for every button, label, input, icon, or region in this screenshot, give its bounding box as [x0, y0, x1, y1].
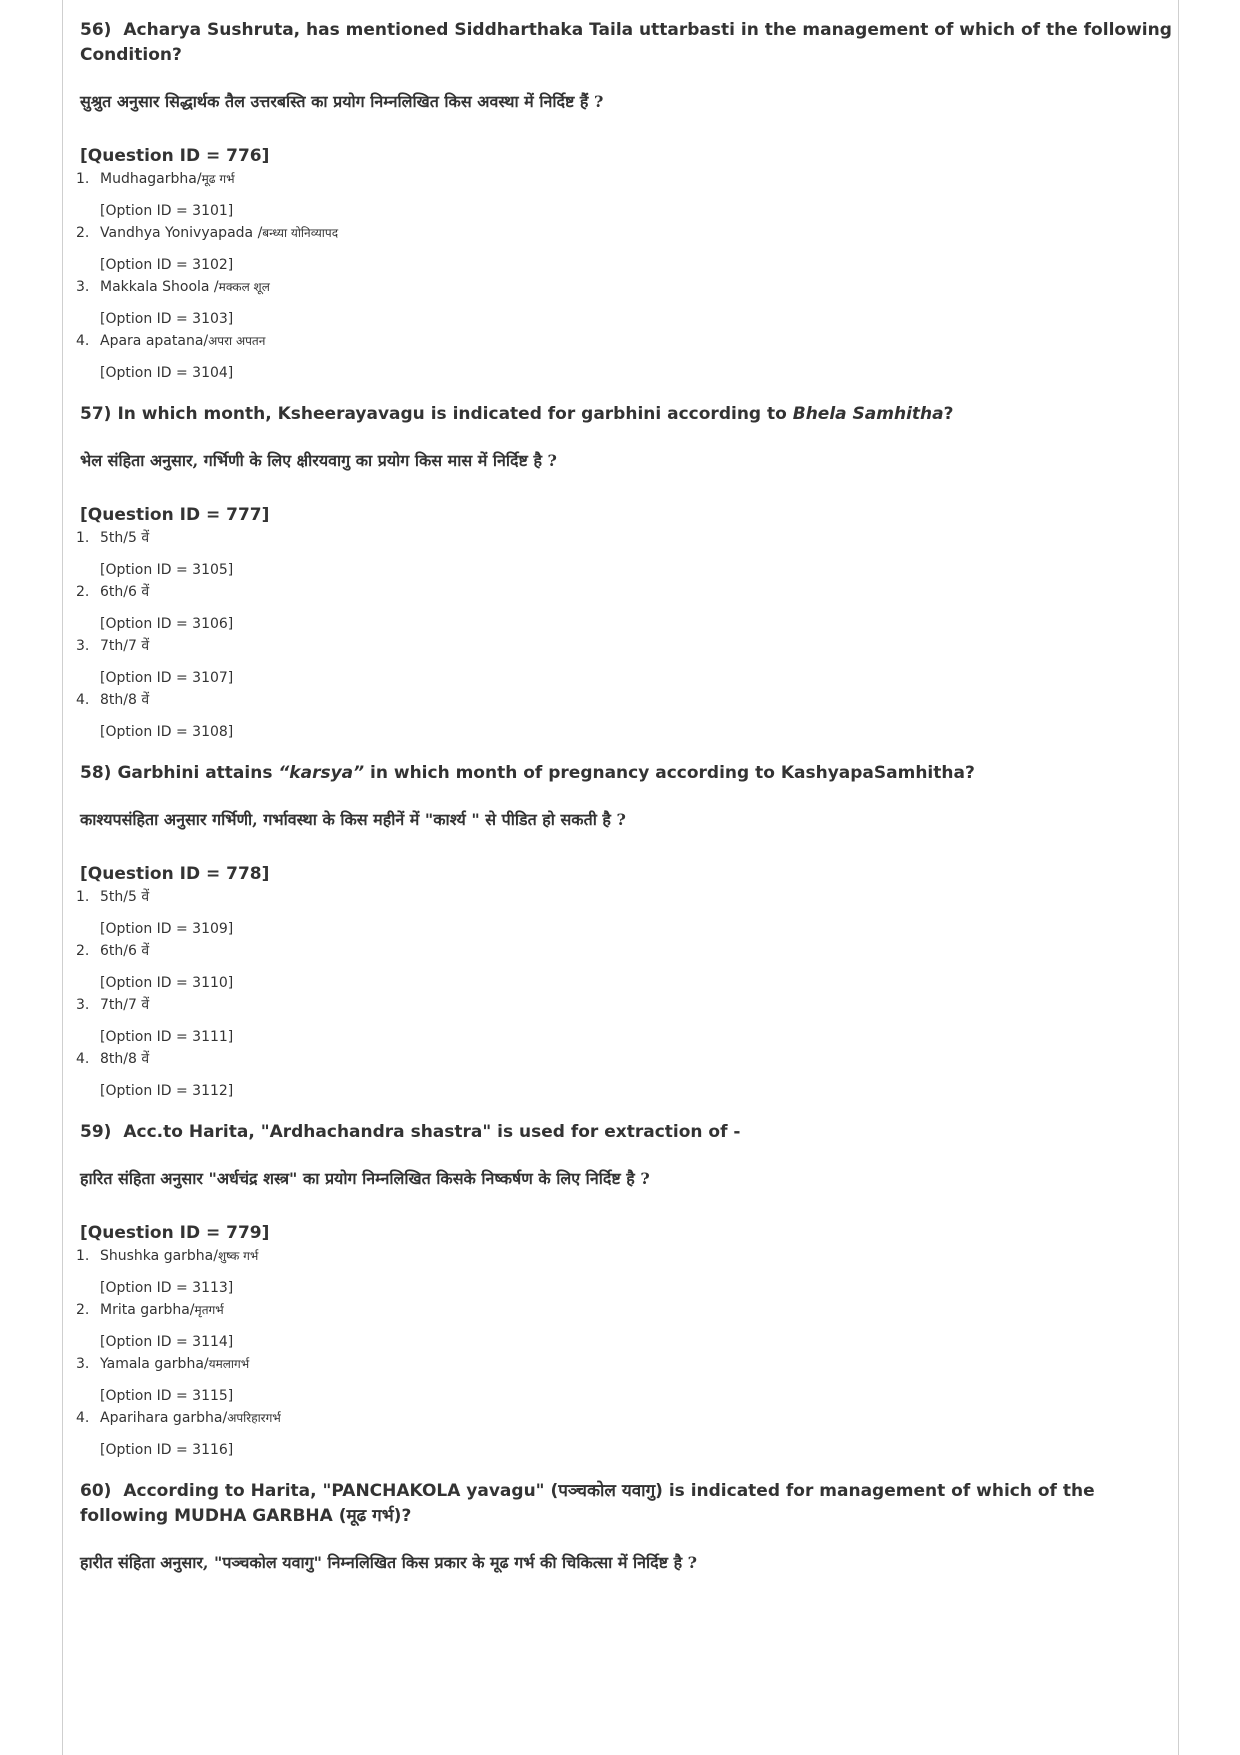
option-hindi: यमलागर्भ — [208, 1357, 250, 1371]
question-english: According to Harita, "PANCHAKOLA yavagu" (पञ्चकोल यवागु) is indicated for management of which of the following MUDHA GARBHA (मूढ गर्भ)? — [80, 1481, 1095, 1526]
option-number: 3. — [76, 279, 90, 295]
option-id: [Option ID = 3113] — [100, 1280, 234, 1296]
option-number: 4. — [76, 692, 90, 708]
option-item — [76, 527, 1178, 581]
question-number: 58) — [80, 763, 112, 783]
option-number: 4. — [76, 1410, 90, 1426]
question-id: [Question ID = 777] — [80, 505, 270, 525]
option-item — [76, 1245, 1178, 1299]
question-id: [Question ID = 776] — [80, 146, 270, 166]
option-text: 7th/7 वें — [100, 997, 150, 1013]
option-english: Mrita garbha/ — [100, 1302, 195, 1318]
question-hindi: भेल संहिता अनुसार, गर्भिणी के लिए क्षीरयवागु का प्रयोग किस मास में निर्दिष्ट है ? — [80, 451, 557, 470]
question-60 — [62, 1479, 1178, 1575]
option-english: Mudhagarbha/ — [100, 171, 202, 187]
option-text: 5th/5 वें — [100, 889, 150, 905]
options-list — [62, 168, 1178, 384]
question-number: 59) — [80, 1122, 112, 1142]
question-english-end: in which month of pregnancy according to KashyapaSamhitha? — [364, 763, 975, 783]
option-item — [76, 330, 1178, 384]
question-english-italic: “karsya” — [278, 763, 365, 783]
option-number: 4. — [76, 333, 90, 349]
option-item — [76, 1407, 1178, 1461]
question-number: 56) — [80, 20, 112, 40]
option-id: [Option ID = 3107] — [100, 670, 234, 686]
option-id: [Option ID = 3109] — [100, 921, 234, 937]
option-id: [Option ID = 3104] — [100, 365, 234, 381]
page-right-border — [1178, 0, 1179, 1755]
options-list — [62, 1245, 1178, 1461]
option-number: 1. — [76, 530, 90, 546]
option-id: [Option ID = 3108] — [100, 724, 234, 740]
option-number: 1. — [76, 1248, 90, 1264]
question-text — [80, 402, 1178, 427]
option-item — [76, 1299, 1178, 1353]
question-hindi: सुश्रुत अनुसार सिद्धार्थक तैल उत्तरबस्ति का प्रयोग निम्नलिखित किस अवस्था में निर्दिष्ट हैं ? — [80, 92, 604, 111]
option-text: 8th/8 वें — [100, 1051, 150, 1067]
option-item — [76, 1048, 1178, 1102]
option-english: Vandhya Yonivyapada / — [100, 225, 263, 241]
option-id: [Option ID = 3115] — [100, 1388, 234, 1404]
question-hindi: काश्यपसंहिता अनुसार गर्भिणी, गर्भावस्था के किस महीनें में "कार्श्य " से पीडित हो सकती है ? — [80, 810, 626, 829]
option-id: [Option ID = 3114] — [100, 1334, 234, 1350]
option-item — [76, 886, 1178, 940]
question-text — [80, 1479, 1178, 1529]
option-number: 2. — [76, 584, 90, 600]
option-text: 6th/6 वें — [100, 584, 150, 600]
option-number: 2. — [76, 943, 90, 959]
option-item — [76, 222, 1178, 276]
question-59 — [62, 1120, 1178, 1461]
option-text: 7th/7 वें — [100, 638, 150, 654]
option-number: 1. — [76, 889, 90, 905]
option-id: [Option ID = 3101] — [100, 203, 234, 219]
options-list — [62, 886, 1178, 1102]
option-text: 8th/8 वें — [100, 692, 150, 708]
option-english: Makkala Shoola / — [100, 279, 219, 295]
option-item — [76, 635, 1178, 689]
option-number: 2. — [76, 1302, 90, 1318]
option-hindi: अपरिहारगर्भ — [227, 1411, 281, 1425]
option-item — [76, 581, 1178, 635]
option-id: [Option ID = 3112] — [100, 1083, 234, 1099]
option-item — [76, 276, 1178, 330]
option-number: 3. — [76, 1356, 90, 1372]
option-id: [Option ID = 3102] — [100, 257, 234, 273]
question-text — [80, 1120, 1178, 1145]
option-hindi: बन्ध्या योनिव्यापद — [262, 226, 339, 240]
option-id: [Option ID = 3105] — [100, 562, 234, 578]
option-hindi: मूढ गर्भ — [201, 172, 235, 186]
question-english: In which month, Ksheerayavagu is indicated for garbhini according to — [117, 404, 793, 424]
question-english: Acc.to Harita, "Ardhachandra shastra" is used for extraction of - — [123, 1122, 741, 1142]
option-english: Yamala garbha/ — [100, 1356, 209, 1372]
question-id: [Question ID = 778] — [80, 864, 270, 884]
option-item — [76, 168, 1178, 222]
option-hindi: मक्कल शूल — [218, 280, 270, 294]
option-id: [Option ID = 3111] — [100, 1029, 234, 1045]
question-english: Acharya Sushruta, has mentioned Siddharthaka Taila uttarbasti in the management of which of the following Condition? — [80, 20, 1172, 65]
option-number: 2. — [76, 225, 90, 241]
question-hindi: हारित संहिता अनुसार "अर्धचंद्र शस्त्र" का प्रयोग निम्नलिखित किसके निष्कर्षण के लिए निर्दिष्ट है ? — [80, 1169, 650, 1188]
question-number: 57) — [80, 404, 112, 424]
question-text — [80, 18, 1178, 68]
option-id: [Option ID = 3103] — [100, 311, 234, 327]
option-item — [76, 689, 1178, 743]
question-56 — [62, 18, 1178, 384]
option-id: [Option ID = 3106] — [100, 616, 234, 632]
option-item — [76, 1353, 1178, 1407]
option-hindi: अपरा अपतन — [208, 334, 266, 348]
question-english-italic: Bhela Samhitha — [792, 404, 944, 424]
option-number: 1. — [76, 171, 90, 187]
option-text: 6th/6 वें — [100, 943, 150, 959]
option-item — [76, 940, 1178, 994]
option-number: 4. — [76, 1051, 90, 1067]
option-number: 3. — [76, 638, 90, 654]
question-57 — [62, 402, 1178, 743]
question-number: 60) — [80, 1481, 112, 1501]
question-58 — [62, 761, 1178, 1102]
question-paper — [62, 0, 1178, 1575]
option-id: [Option ID = 3110] — [100, 975, 234, 991]
question-english-end: ? — [943, 404, 954, 424]
option-english: Shushka garbha/ — [100, 1248, 218, 1264]
question-text — [80, 761, 1178, 786]
option-text: 5th/5 वें — [100, 530, 150, 546]
option-number: 3. — [76, 997, 90, 1013]
question-english: Garbhini attains — [117, 763, 279, 783]
option-id: [Option ID = 3116] — [100, 1442, 234, 1458]
option-english: Aparihara garbha/ — [100, 1410, 228, 1426]
question-hindi: हारीत संहिता अनुसार, "पञ्चकोल यवागु" निम्नलिखित किस प्रकार के मूढ गर्भ की चिकित्सा में निर्दिष्ट है ? — [80, 1553, 698, 1572]
option-hindi: शुष्क गर्भ — [217, 1249, 259, 1263]
option-english: Apara apatana/ — [100, 333, 209, 349]
option-hindi: मृतगर्भ — [194, 1303, 224, 1317]
option-item — [76, 994, 1178, 1048]
options-list — [62, 527, 1178, 743]
question-id: [Question ID = 779] — [80, 1223, 270, 1243]
